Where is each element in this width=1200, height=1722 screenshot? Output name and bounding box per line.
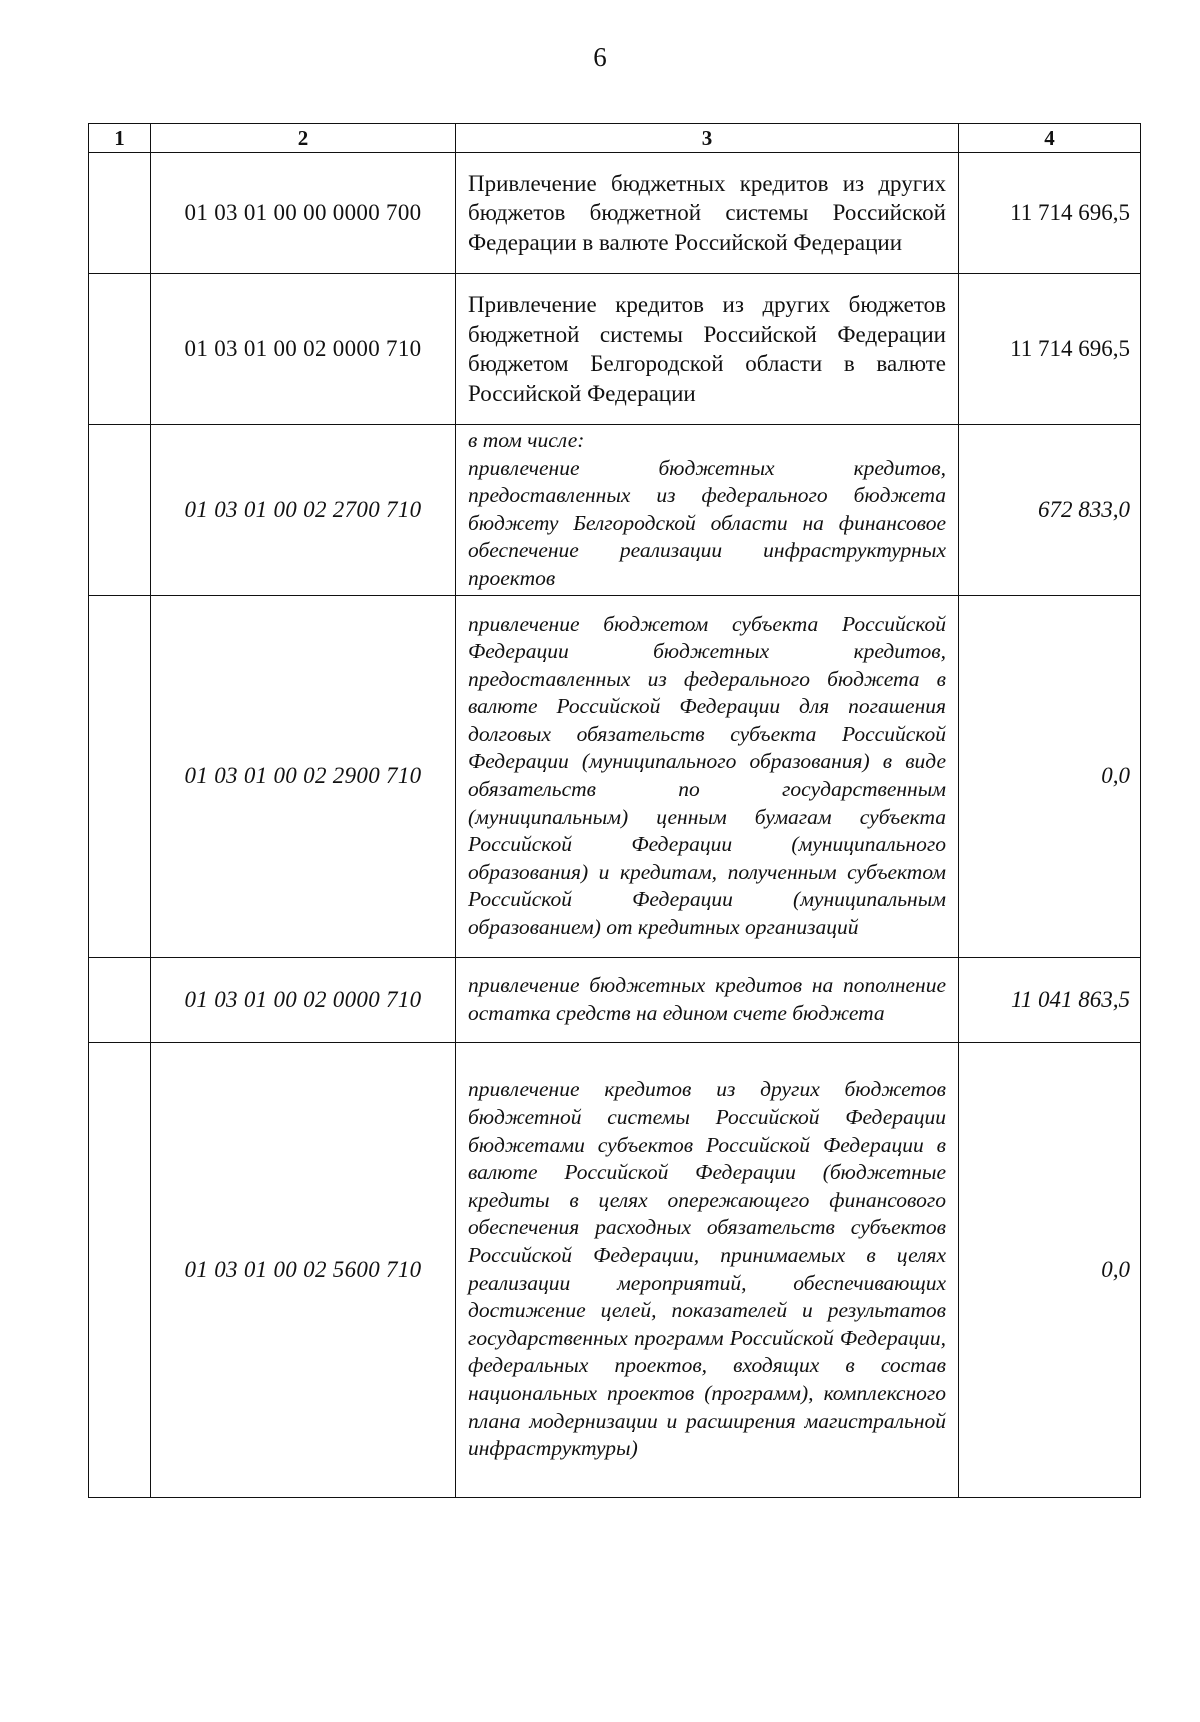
budget-code-cell: 01 03 01 00 02 2700 710 bbox=[151, 425, 456, 596]
amount-cell: 11 714 696,5 bbox=[959, 153, 1141, 274]
budget-code-cell: 01 03 01 00 02 0000 710 bbox=[151, 957, 456, 1042]
table-row bbox=[89, 153, 1141, 274]
column-header-1: 1 bbox=[89, 124, 151, 153]
budget-code-cell: 01 03 01 00 02 5600 710 bbox=[151, 1042, 456, 1497]
row-number-cell bbox=[89, 957, 151, 1042]
description-cell: Привлечение кредитов из других бюджетов бюджетной системы Российской Федерации бюджетом Белгородской области в валюте Российской Федерации bbox=[456, 274, 959, 425]
description-cell: привлечение бюджетом субъекта Российской Федерации бюджетных кредитов, предоставленных из федерального бюджета в валюте Российской Федерации для погашения долговых обязательств субъекта Российской Федерации (муниципального образования) в виде обязательств по государственным (муниципальным) ценным бумагам субъекта Российской Федерации (муниципального образования) и кредитам, полученным субъектом Российской Федерации (муниципальным образованием) от кредитных организаций bbox=[456, 595, 959, 957]
description-prefix: в том числе: bbox=[468, 428, 585, 452]
table-header-row bbox=[89, 124, 1141, 153]
row-number-cell bbox=[89, 425, 151, 596]
amount-cell: 0,0 bbox=[959, 595, 1141, 957]
row-number-cell bbox=[89, 153, 151, 274]
budget-code-cell: 01 03 01 00 00 0000 700 bbox=[151, 153, 456, 274]
column-header-4: 4 bbox=[959, 124, 1141, 153]
page-number: 6 bbox=[593, 42, 607, 72]
table-row bbox=[89, 274, 1141, 425]
description-cell: Привлечение бюджетных кредитов из других бюджетов бюджетной системы Российской Федерации в валюте Российской Федерации bbox=[456, 153, 959, 274]
column-header-3: 3 bbox=[456, 124, 959, 153]
budget-code-cell: 01 03 01 00 02 0000 710 bbox=[151, 274, 456, 425]
amount-cell: 11 041 863,5 bbox=[959, 957, 1141, 1042]
table-row bbox=[89, 595, 1141, 957]
column-header-2: 2 bbox=[151, 124, 456, 153]
row-number-cell bbox=[89, 274, 151, 425]
description-cell: привлечение кредитов из других бюджетов бюджетной системы Российской Федерации бюджетами субъектов Российской Федерации в валюте Российской Федерации (бюджетные кредиты в целях опережающего финансового обеспечения расходных обязательств субъектов Российской Федерации, принимаемых в целях реализации мероприятий, обеспечивающих достижение целей, показателей и результатов государственных программ Российской Федерации, федеральных проектов, входящих в состав национальных проектов (программ), комплексного плана модернизации и расширения магистральной инфраструктуры) bbox=[456, 1042, 959, 1497]
amount-cell: 11 714 696,5 bbox=[959, 274, 1141, 425]
amount-cell: 672 833,0 bbox=[959, 425, 1141, 596]
budget-code-cell: 01 03 01 00 02 2900 710 bbox=[151, 595, 456, 957]
description-cell: привлечение бюджетных кредитов на пополнение остатка средств на едином счете бюджета bbox=[456, 957, 959, 1042]
description-cell bbox=[456, 425, 959, 596]
row-number-cell bbox=[89, 595, 151, 957]
table-row bbox=[89, 957, 1141, 1042]
table-row bbox=[89, 425, 1141, 596]
table-row bbox=[89, 1042, 1141, 1497]
description-text: привлечение бюджетных кредитов, предоставленных из федерального бюджета бюджету Белгородской области на финансовое обеспечение реализации инфраструктурных проектов bbox=[468, 455, 946, 590]
amount-cell: 0,0 bbox=[959, 1042, 1141, 1497]
budget-sources-table bbox=[88, 123, 1141, 1498]
row-number-cell bbox=[89, 1042, 151, 1497]
